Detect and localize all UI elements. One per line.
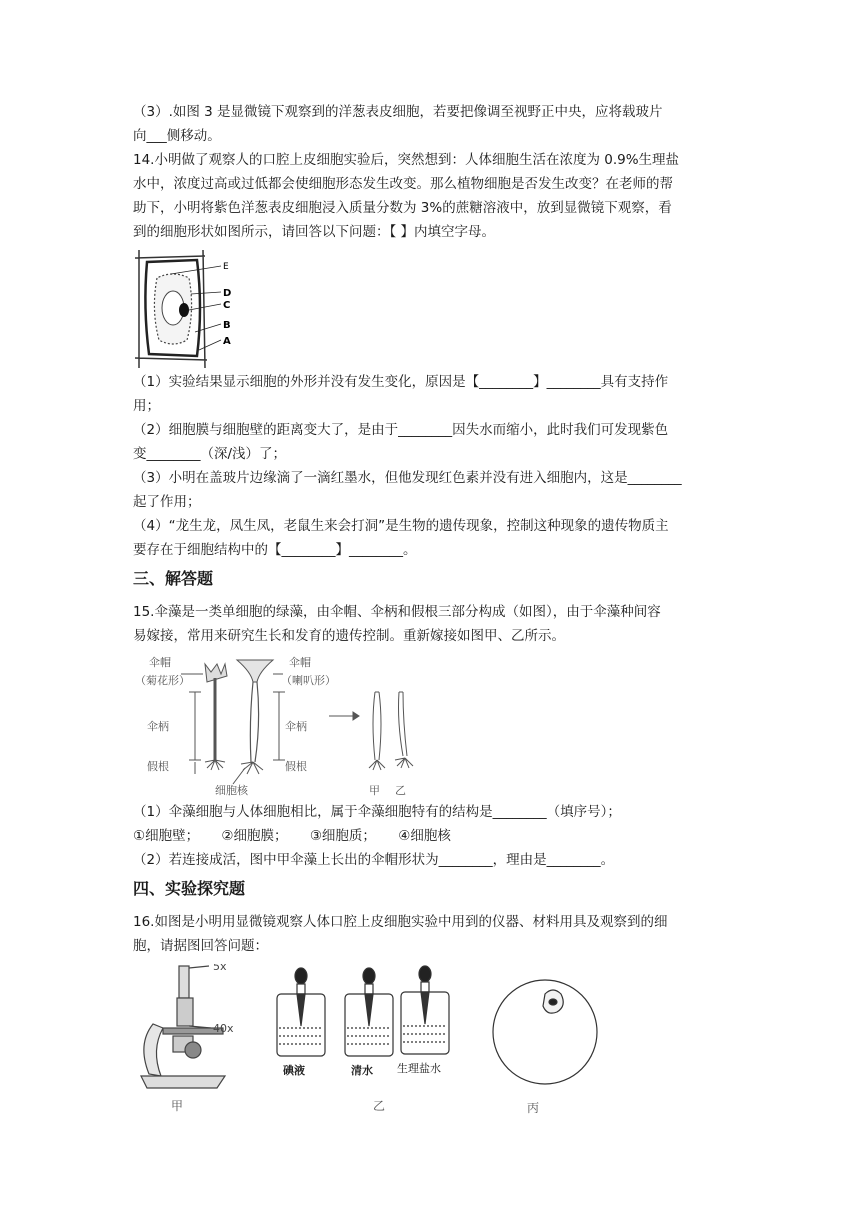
q15-option-2: ②细胞膜； xyxy=(221,828,288,844)
bottle-water-label: 清水 xyxy=(351,1064,373,1077)
figure-yi-label: 乙 xyxy=(373,1099,386,1113)
microscope-figure xyxy=(133,964,733,1114)
q15-option-4: ④细胞核 xyxy=(398,828,451,844)
q14-sub2-line1: （2）细胞膜与细胞壁的距离变大了，是由于________因失水而缩小，此时我们可发现紫色 xyxy=(133,422,669,438)
label-B: B xyxy=(223,320,231,331)
bottle-saline-label: 生理盐水 xyxy=(397,1062,441,1075)
figure-bing-label: 丙 xyxy=(527,1101,540,1114)
stalk-left-label: 伞柄 xyxy=(147,720,169,733)
q14-sub1-line1: （1）实验结果显示细胞的外形并没有发生变化，原因是【________】________具有支持作 xyxy=(133,374,669,390)
field-of-view-icon xyxy=(493,980,597,1084)
q14-sub4-line1: （4）“龙生龙，凤生凤，老鼠生来会打洞”是生物的遗传现象，控制这种现象的遗传物质主 xyxy=(133,518,669,534)
cap-left-label: 伞帽 xyxy=(149,656,171,669)
dropper-bottles-icon xyxy=(277,966,449,1056)
root-right-label: 假根 xyxy=(285,760,307,773)
stalk-right-label: 伞柄 xyxy=(285,720,307,733)
root-left-label: 假根 xyxy=(147,760,169,773)
q15-sub2: （2）若连接成活，图中甲伞藻上长出的伞帽形状为________，理由是________。 xyxy=(133,852,615,868)
q15-sub1: （1）伞藻细胞与人体细胞相比，属于伞藻细胞特有的结构是________（填序号）； xyxy=(133,804,621,820)
cap-right-label: 伞帽 xyxy=(289,656,311,669)
graft-jia-label: 甲 xyxy=(369,784,380,797)
microscope-materials-diagram xyxy=(133,964,613,1114)
objective-40x-label: 40x xyxy=(213,1022,234,1035)
acetabularia-figure xyxy=(133,652,733,800)
q14-intro-line1: 14.小明做了观察人的口腔上皮细胞实验后，突然想到：人体细胞生活在浓度为 0.9%生理盐 xyxy=(133,152,680,168)
q15-option-1: ①细胞壁； xyxy=(133,828,200,844)
label-E: E xyxy=(223,262,229,272)
q14-sub3-line2: 起了作用； xyxy=(133,494,201,510)
q16-intro-line2: 胞，请据图回答问题： xyxy=(133,938,268,954)
q14-sub2-line2: 变________（深/浅）了； xyxy=(133,446,287,462)
bottle-iodine-label: 碘液 xyxy=(283,1064,305,1077)
nucleus-label: 细胞核 xyxy=(215,784,248,797)
cap-right-sub-label: （喇叭形） xyxy=(281,674,336,687)
objective-5x-label: 5x xyxy=(213,964,227,973)
label-C: C xyxy=(223,300,231,311)
label-A: A xyxy=(223,336,231,347)
section-3-heading: 三、解答题 xyxy=(133,569,214,588)
q14-sub1-line2: 用； xyxy=(133,398,160,414)
figure-jia-label: 甲 xyxy=(171,1099,184,1113)
q14-intro-line4: 到的细胞形状如图所示，请回答以下问题：【 】内填空字母。 xyxy=(133,224,496,240)
q15-intro-line2: 易嫁接，常用来研究生长和发育的遗传控制。重新嫁接如图甲、乙所示。 xyxy=(133,628,565,644)
q15-options xyxy=(133,824,733,848)
acetabularia-diagram xyxy=(133,652,453,800)
q15-option-3: ③细胞质； xyxy=(309,828,376,844)
q14-sub4-line2: 要存在于细胞结构中的【________】________。 xyxy=(133,542,417,558)
graft-yi-label: 乙 xyxy=(395,784,406,797)
q15-intro-line1: 15.伞藻是一类单细胞的绿藻，由伞帽、伞柄和假根三部分构成（如图），由于伞藻种间容 xyxy=(133,604,661,620)
cap-left-sub-label: （菊花形） xyxy=(135,674,190,687)
q14-intro-line2: 水中，浓度过高或过低都会使细胞形态发生改变。那么植物细胞是否发生改变？在老师的帮 xyxy=(133,176,673,192)
q14-sub3-line1: （3）小明在盖玻片边缘滴了一滴红墨水，但他发现红色素并没有进入细胞内，这是________ xyxy=(133,470,682,486)
q14-intro-line3: 助下，小明将紫色洋葱表皮细胞浸入质量分数为 3%的蔗糖溶液中，放到显微镜下观察，看 xyxy=(133,200,672,216)
plant-cell-figure xyxy=(133,248,733,370)
plant-cell-diagram xyxy=(133,248,273,370)
worksheet-page xyxy=(133,100,733,1114)
label-D: D xyxy=(223,288,232,299)
q16-intro-line1: 16.如图是小明用显微镜观察人体口腔上皮细胞实验中用到的仪器、材料用具及观察到的细 xyxy=(133,914,668,930)
q13-3-line1: （3）.如图 3 是显微镜下观察到的洋葱表皮细胞，若要把像调至视野正中央，应将载玻片 xyxy=(133,104,663,120)
q13-3-line2: 向___侧移动。 xyxy=(133,128,221,144)
section-4-heading: 四、实验探究题 xyxy=(133,879,246,898)
nucleus-shape xyxy=(179,303,189,317)
